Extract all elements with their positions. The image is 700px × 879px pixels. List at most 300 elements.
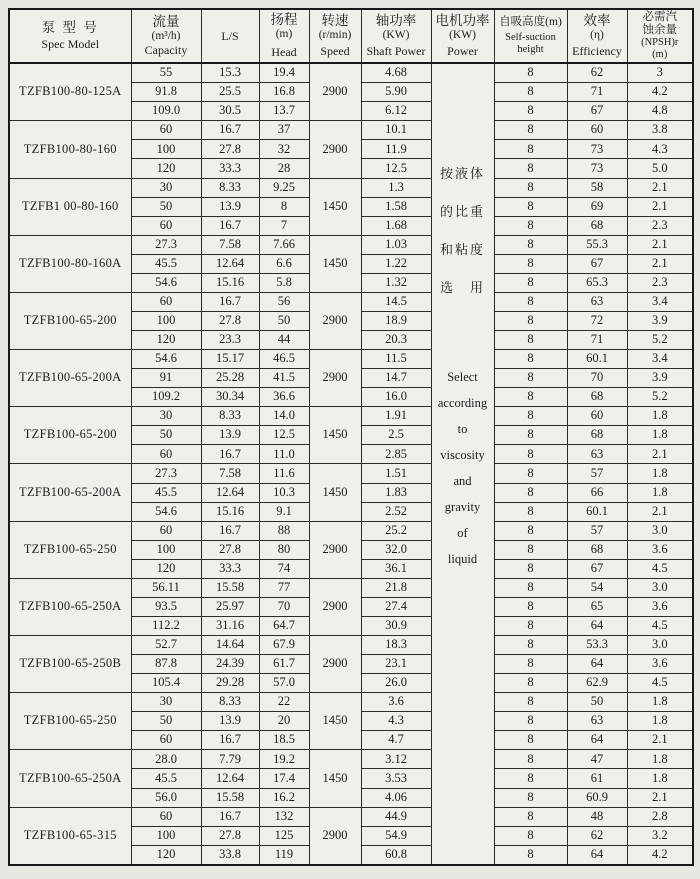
cell-head: 6.6: [259, 254, 309, 273]
cell-npsh: 3.4: [627, 292, 693, 311]
cell-self-suction: 8: [494, 235, 567, 254]
cell-ls: 12.64: [201, 254, 259, 273]
cell-model: TZFB100-65-200: [9, 292, 131, 349]
table-row: [9, 235, 693, 254]
cell-shaft-power: 27.4: [361, 597, 431, 616]
cell-head: 88: [259, 521, 309, 540]
cell-head: 10.3: [259, 483, 309, 502]
cell-npsh: 1.8: [627, 407, 693, 426]
cell-head: 11.6: [259, 464, 309, 483]
cell-shaft-power: 1.51: [361, 464, 431, 483]
cell-capacity: 60: [131, 807, 201, 826]
cell-shaft-power: 12.5: [361, 159, 431, 178]
cell-self-suction: 8: [494, 273, 567, 292]
cell-self-suction: 8: [494, 159, 567, 178]
cell-model: TZFB100-65-250: [9, 521, 131, 578]
cell-capacity: 50: [131, 197, 201, 216]
cell-efficiency: 73: [567, 140, 627, 159]
cell-shaft-power: 20.3: [361, 331, 431, 350]
cell-capacity: 27.3: [131, 464, 201, 483]
cell-self-suction: 8: [494, 750, 567, 769]
cell-head: 7: [259, 216, 309, 235]
cell-npsh: 1.8: [627, 426, 693, 445]
header-label: 扬程: [270, 12, 298, 28]
cell-self-suction: 8: [494, 445, 567, 464]
cell-self-suction: 8: [494, 540, 567, 559]
cell-capacity: 60: [131, 521, 201, 540]
col-header-motor-power: [431, 9, 494, 63]
cell-capacity: 50: [131, 426, 201, 445]
cell-capacity: 100: [131, 540, 201, 559]
cell-ls: 12.64: [201, 483, 259, 502]
cell-efficiency: 50: [567, 693, 627, 712]
cell-shaft-power: 2.52: [361, 502, 431, 521]
cell-efficiency: 60: [567, 407, 627, 426]
cell-npsh: 3.4: [627, 350, 693, 369]
cell-self-suction: 8: [494, 769, 567, 788]
cell-capacity: 120: [131, 159, 201, 178]
cell-capacity: 55: [131, 63, 201, 83]
cell-capacity: 60: [131, 216, 201, 235]
cell-ls: 15.16: [201, 502, 259, 521]
cell-capacity: 60: [131, 292, 201, 311]
header-label: Self-suction: [505, 32, 556, 44]
cell-ls: 15.16: [201, 273, 259, 292]
cell-head: 7.66: [259, 235, 309, 254]
cell-efficiency: 68: [567, 216, 627, 235]
cell-self-suction: 8: [494, 578, 567, 597]
cell-ls: 33.3: [201, 559, 259, 578]
cell-self-suction: 8: [494, 693, 567, 712]
cell-ls: 27.8: [201, 311, 259, 330]
cell-ls: 13.9: [201, 712, 259, 731]
table-row: [9, 578, 693, 597]
cell-capacity: 120: [131, 331, 201, 350]
cell-efficiency: 60: [567, 121, 627, 140]
header-label: Power: [447, 44, 478, 59]
cell-shaft-power: 18.9: [361, 311, 431, 330]
cell-head: 56: [259, 292, 309, 311]
cell-efficiency: 48: [567, 807, 627, 826]
cell-speed: 1450: [309, 178, 361, 235]
cell-efficiency: 58: [567, 178, 627, 197]
cell-npsh: 3.0: [627, 636, 693, 655]
cell-self-suction: 8: [494, 426, 567, 445]
cell-ls: 15.3: [201, 63, 259, 83]
cell-shaft-power: 1.58: [361, 197, 431, 216]
cell-efficiency: 60.1: [567, 502, 627, 521]
cell-ls: 27.8: [201, 826, 259, 845]
cell-shaft-power: 1.3: [361, 178, 431, 197]
col-header-capacity: [131, 9, 201, 63]
cell-capacity: 30: [131, 693, 201, 712]
header-label: (NPSH)r: [641, 37, 679, 49]
header-label: Efficiency: [572, 43, 622, 58]
cell-head: 32: [259, 140, 309, 159]
cell-efficiency: 65: [567, 597, 627, 616]
cell-head: 44: [259, 331, 309, 350]
cell-model: TZFB100-80-160: [9, 121, 131, 178]
cell-npsh: 1.8: [627, 483, 693, 502]
cell-ls: 13.9: [201, 426, 259, 445]
cell-shaft-power: 1.68: [361, 216, 431, 235]
cell-ls: 8.33: [201, 693, 259, 712]
cell-efficiency: 70: [567, 369, 627, 388]
col-header-self-suction: [494, 9, 567, 63]
cell-npsh: 2.1: [627, 502, 693, 521]
cell-npsh: 5.0: [627, 159, 693, 178]
cell-speed: 2900: [309, 121, 361, 178]
col-header-speed: [309, 9, 361, 63]
table-row: [9, 407, 693, 426]
cell-shaft-power: 4.06: [361, 788, 431, 807]
cell-capacity: 54.6: [131, 350, 201, 369]
cell-efficiency: 65.3: [567, 273, 627, 292]
cell-ls: 7.79: [201, 750, 259, 769]
cell-shaft-power: 16.0: [361, 388, 431, 407]
cell-shaft-power: 21.8: [361, 578, 431, 597]
cell-ls: 27.8: [201, 140, 259, 159]
col-header-head: [259, 9, 309, 63]
cell-ls: 16.7: [201, 731, 259, 750]
cell-efficiency: 63: [567, 292, 627, 311]
cell-efficiency: 68: [567, 388, 627, 407]
cell-model: TZFB100-80-125A: [9, 63, 131, 121]
header-label: Speed: [320, 44, 350, 59]
cell-ls: 15.58: [201, 578, 259, 597]
cell-ls: 15.58: [201, 788, 259, 807]
cell-capacity: 100: [131, 826, 201, 845]
cell-npsh: 3.8: [627, 121, 693, 140]
cell-head: 37: [259, 121, 309, 140]
cell-head: 41.5: [259, 369, 309, 388]
cell-ls: 30.5: [201, 102, 259, 121]
cell-npsh: 2.1: [627, 235, 693, 254]
cell-shaft-power: 1.32: [361, 273, 431, 292]
cell-efficiency: 63: [567, 712, 627, 731]
cell-efficiency: 73: [567, 159, 627, 178]
cell-efficiency: 57: [567, 464, 627, 483]
cell-head: 22: [259, 693, 309, 712]
cell-capacity: 112.2: [131, 616, 201, 635]
cell-efficiency: 68: [567, 540, 627, 559]
cell-npsh: 4.5: [627, 616, 693, 635]
header-label: (m): [652, 49, 668, 61]
cell-self-suction: 8: [494, 483, 567, 502]
cell-head: 19.4: [259, 63, 309, 83]
cell-head: 14.0: [259, 407, 309, 426]
cell-shaft-power: 30.9: [361, 616, 431, 635]
cell-capacity: 45.5: [131, 769, 201, 788]
cell-self-suction: 8: [494, 788, 567, 807]
cell-head: 36.6: [259, 388, 309, 407]
cell-shaft-power: 10.1: [361, 121, 431, 140]
cell-capacity: 27.3: [131, 235, 201, 254]
cell-capacity: 54.6: [131, 502, 201, 521]
cell-capacity: 105.4: [131, 674, 201, 693]
header-label: 轴功率: [375, 12, 417, 28]
cell-npsh: 2.8: [627, 807, 693, 826]
cell-ls: 27.8: [201, 540, 259, 559]
cell-self-suction: 8: [494, 845, 567, 865]
cell-npsh: 3.6: [627, 597, 693, 616]
cell-shaft-power: 23.1: [361, 655, 431, 674]
cell-efficiency: 67: [567, 102, 627, 121]
cell-npsh: 2.3: [627, 216, 693, 235]
table-row: [9, 521, 693, 540]
cell-shaft-power: 1.22: [361, 254, 431, 273]
cell-ls: 31.16: [201, 616, 259, 635]
cell-head: 132: [259, 807, 309, 826]
cell-capacity: 93.5: [131, 597, 201, 616]
cell-self-suction: 8: [494, 83, 567, 102]
cell-npsh: 3.9: [627, 311, 693, 330]
cell-shaft-power: 54.9: [361, 826, 431, 845]
cell-self-suction: 8: [494, 63, 567, 83]
header-label: (KW): [449, 28, 476, 41]
header-label: 泵 型 号: [41, 19, 99, 35]
cell-speed: 1450: [309, 235, 361, 292]
table-body: [9, 63, 693, 865]
cell-npsh: 2.1: [627, 731, 693, 750]
cell-npsh: 4.8: [627, 102, 693, 121]
cell-capacity: 56.11: [131, 578, 201, 597]
cell-self-suction: 8: [494, 731, 567, 750]
cell-efficiency: 71: [567, 331, 627, 350]
cell-ls: 7.58: [201, 235, 259, 254]
cell-npsh: 2.1: [627, 254, 693, 273]
cell-capacity: 91.8: [131, 83, 201, 102]
cell-head: 57.0: [259, 674, 309, 693]
cell-efficiency: 47: [567, 750, 627, 769]
cell-head: 13.7: [259, 102, 309, 121]
cell-ls: 33.3: [201, 159, 259, 178]
cell-speed: 1450: [309, 750, 361, 807]
table-row: [9, 121, 693, 140]
cell-self-suction: 8: [494, 464, 567, 483]
cell-speed: 2900: [309, 521, 361, 578]
header-label: L/S: [221, 29, 239, 44]
cell-shaft-power: 26.0: [361, 674, 431, 693]
header-label: Shaft Power: [366, 44, 426, 59]
cell-head: 50: [259, 311, 309, 330]
cell-self-suction: 8: [494, 655, 567, 674]
cell-capacity: 109.0: [131, 102, 201, 121]
cell-capacity: 54.6: [131, 273, 201, 292]
cell-shaft-power: 11.5: [361, 350, 431, 369]
cell-shaft-power: 36.1: [361, 559, 431, 578]
cell-npsh: 2.1: [627, 445, 693, 464]
cell-self-suction: 8: [494, 197, 567, 216]
cell-capacity: 45.5: [131, 254, 201, 273]
cell-head: 19.2: [259, 750, 309, 769]
cell-efficiency: 63: [567, 445, 627, 464]
cell-self-suction: 8: [494, 216, 567, 235]
cell-efficiency: 67: [567, 559, 627, 578]
cell-ls: 33.8: [201, 845, 259, 865]
header-label: 电机功率: [435, 12, 490, 28]
cell-ls: 16.7: [201, 445, 259, 464]
cell-head: 70: [259, 597, 309, 616]
cell-capacity: 60: [131, 121, 201, 140]
cell-self-suction: 8: [494, 178, 567, 197]
table-row: [9, 636, 693, 655]
cell-efficiency: 60.1: [567, 350, 627, 369]
cell-self-suction: 8: [494, 369, 567, 388]
cell-model: TZFB100-65-200A: [9, 350, 131, 407]
cell-speed: 2900: [309, 350, 361, 407]
table-header: [9, 9, 693, 63]
pump-spec-table: [8, 8, 694, 866]
cell-capacity: 120: [131, 845, 201, 865]
cell-npsh: 3: [627, 63, 693, 83]
cell-self-suction: 8: [494, 311, 567, 330]
cell-self-suction: 8: [494, 350, 567, 369]
cell-capacity: 60: [131, 731, 201, 750]
cell-efficiency: 62.9: [567, 674, 627, 693]
cell-shaft-power: 4.7: [361, 731, 431, 750]
cell-npsh: 2.3: [627, 273, 693, 292]
table-row: [9, 178, 693, 197]
cell-capacity: 50: [131, 712, 201, 731]
cell-npsh: 3.6: [627, 540, 693, 559]
cell-ls: 15.17: [201, 350, 259, 369]
cell-head: 67.9: [259, 636, 309, 655]
col-header-ls: [201, 9, 259, 63]
cell-self-suction: 8: [494, 826, 567, 845]
cell-shaft-power: 2.85: [361, 445, 431, 464]
header-label: Capacity: [144, 43, 188, 58]
cell-head: 16.2: [259, 788, 309, 807]
cell-model: TZFB100-65-200A: [9, 464, 131, 521]
header-label: 效率: [583, 13, 611, 29]
cell-efficiency: 64: [567, 616, 627, 635]
header-label: 蚀余量: [642, 23, 677, 36]
header-label: 必需汽: [642, 10, 677, 23]
cell-shaft-power: 1.83: [361, 483, 431, 502]
cell-efficiency: 64: [567, 731, 627, 750]
cell-shaft-power: 4.3: [361, 712, 431, 731]
header-label: Head: [271, 44, 297, 59]
cell-npsh: 1.8: [627, 769, 693, 788]
cell-head: 125: [259, 826, 309, 845]
cell-self-suction: 8: [494, 140, 567, 159]
cell-capacity: 56.0: [131, 788, 201, 807]
cell-speed: 2900: [309, 578, 361, 635]
header-label: (KW): [382, 28, 410, 41]
cell-speed: 2900: [309, 292, 361, 349]
cell-npsh: 5.2: [627, 331, 693, 350]
cell-efficiency: 69: [567, 197, 627, 216]
cell-head: 5.8: [259, 273, 309, 292]
cell-capacity: 45.5: [131, 483, 201, 502]
cell-head: 77: [259, 578, 309, 597]
header-label: (m): [275, 28, 293, 40]
cell-capacity: 120: [131, 559, 201, 578]
cell-efficiency: 62: [567, 63, 627, 83]
cell-capacity: 52.7: [131, 636, 201, 655]
cell-npsh: 4.2: [627, 83, 693, 102]
cell-ls: 23.3: [201, 331, 259, 350]
cell-npsh: 3.0: [627, 521, 693, 540]
cell-speed: 2900: [309, 636, 361, 693]
cell-speed: 1450: [309, 464, 361, 521]
cell-shaft-power: 3.12: [361, 750, 431, 769]
cell-ls: 25.97: [201, 597, 259, 616]
cell-efficiency: 64: [567, 655, 627, 674]
cell-npsh: 4.3: [627, 140, 693, 159]
cell-shaft-power: 3.6: [361, 693, 431, 712]
cell-head: 64.7: [259, 616, 309, 635]
cell-npsh: 1.8: [627, 750, 693, 769]
cell-ls: 24.39: [201, 655, 259, 674]
cell-npsh: 3.0: [627, 578, 693, 597]
cell-head: 17.4: [259, 769, 309, 788]
cell-shaft-power: 3.53: [361, 769, 431, 788]
cell-npsh: 3.6: [627, 655, 693, 674]
header-label: 转速: [321, 12, 349, 28]
cell-npsh: 2.1: [627, 197, 693, 216]
header-label: height: [517, 44, 544, 56]
cell-shaft-power: 25.2: [361, 521, 431, 540]
cell-self-suction: 8: [494, 636, 567, 655]
cell-capacity: 28.0: [131, 750, 201, 769]
cell-efficiency: 71: [567, 83, 627, 102]
cell-ls: 7.58: [201, 464, 259, 483]
cell-self-suction: 8: [494, 559, 567, 578]
cell-shaft-power: 11.9: [361, 140, 431, 159]
cell-capacity: 30: [131, 178, 201, 197]
table-row: [9, 750, 693, 769]
table-row: [9, 292, 693, 311]
cell-head: 18.5: [259, 731, 309, 750]
cell-ls: 8.33: [201, 178, 259, 197]
col-header-efficiency: [567, 9, 627, 63]
cell-npsh: 5.2: [627, 388, 693, 407]
cell-npsh: 2.1: [627, 178, 693, 197]
cell-self-suction: 8: [494, 254, 567, 273]
cell-head: 20: [259, 712, 309, 731]
cell-model: TZFB100-65-250A: [9, 750, 131, 807]
cell-self-suction: 8: [494, 292, 567, 311]
cell-ls: 16.7: [201, 216, 259, 235]
cell-capacity: 60: [131, 445, 201, 464]
col-header-npsh: [627, 9, 693, 63]
header-label: (m³/h): [151, 29, 181, 42]
table-row: [9, 63, 693, 83]
cell-self-suction: 8: [494, 674, 567, 693]
cell-self-suction: 8: [494, 597, 567, 616]
cell-capacity: 87.8: [131, 655, 201, 674]
cell-npsh: 1.8: [627, 464, 693, 483]
cell-shaft-power: 14.7: [361, 369, 431, 388]
cell-speed: 1450: [309, 407, 361, 464]
table-row: [9, 464, 693, 483]
cell-model: TZFB100-65-250A: [9, 578, 131, 635]
cell-ls: 25.5: [201, 83, 259, 102]
cell-ls: 29.28: [201, 674, 259, 693]
cell-ls: 16.7: [201, 807, 259, 826]
cell-ls: 16.7: [201, 292, 259, 311]
cell-capacity: 100: [131, 140, 201, 159]
col-header-shaft-power: [361, 9, 431, 63]
cell-self-suction: 8: [494, 521, 567, 540]
cell-self-suction: 8: [494, 712, 567, 731]
cell-efficiency: 60.9: [567, 788, 627, 807]
cell-head: 9.1: [259, 502, 309, 521]
cell-npsh: 4.5: [627, 674, 693, 693]
header-label: (η): [590, 29, 604, 41]
